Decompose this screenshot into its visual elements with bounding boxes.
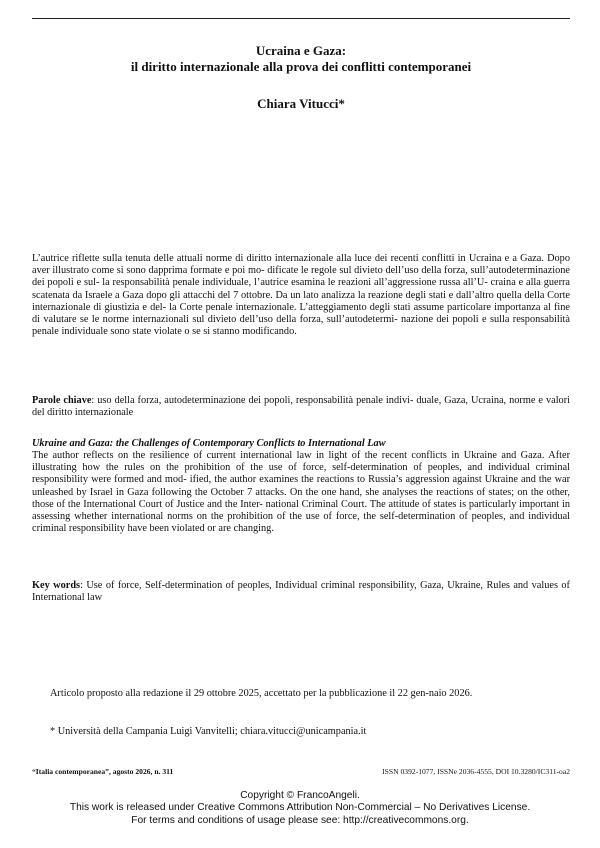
issn-doi: ISSN 0392-1077, ISSNe 2036-4555, DOI 10.3280/IC311-oa2 xyxy=(382,767,570,776)
affiliation-note: * Università della Campania Luigi Vanvitelli; chiara.vitucci@unicampania.it xyxy=(50,726,367,737)
keywords-it-label: Parole chiave xyxy=(32,395,92,406)
journal-citation: “Italia contemporanea”, agosto 2026, n. 311 xyxy=(32,767,174,776)
article-title xyxy=(32,43,570,75)
keywords-en-label: Key words xyxy=(32,580,81,591)
abstract-en-text: The author reflects on the resilience of current international law in light of the recent conflicts in Ukraine and Gaza. After illustrating how the rules on the prohibition of the use of force, self-determination of peoples, and individual criminal responsibility were formed and mod- ified, the author examines the reactions to Russia’s aggression against Ukraine and the war unleashed by Israel in Gaza following the October 7 attacks. On the one hand, she analyses the reactions of states; on the other, those of the International Court of Justice and the Inter- national Criminal Court. The attitude of states is particularly important in assessing whether international norms on the prohibition of the use of force, the self-determination of peoples, and individual criminal responsibility have been violated or are changing. xyxy=(32,450,571,535)
abstract-italian xyxy=(32,253,570,338)
copyright-line-2: This work is released under Creative Commons Attribution Non-Commercial – No Derivatives License. xyxy=(69,802,531,814)
header-rule xyxy=(32,18,570,19)
keywords-english xyxy=(32,580,570,604)
copyright-line-3: For terms and conditions of usage please see: http://creativecommons.org. xyxy=(131,814,469,826)
abstract-english xyxy=(32,450,570,535)
keywords-it-text-1: : uso della forza, autodeterminazione dei popoli, responsabilità penale indivi- xyxy=(91,395,414,406)
keywords-en-text-2: Gaza, Ukraine, Rules and values of International law xyxy=(32,580,570,604)
copyright-notice xyxy=(0,790,600,827)
title-line-1: Ucraina e Gaza: xyxy=(255,43,347,58)
title-line-2: il diritto internazionale alla prova dei conflitti contemporanei xyxy=(130,59,472,74)
keywords-it-text-2: duale, Gaza, Ucraina, norme e valori del diritto internazionale xyxy=(32,395,570,419)
copyright-line-1: Copyright © FrancoAngeli. xyxy=(240,790,360,801)
abstract-it-text: L’autrice riflette sulla tenuta delle attuali norme di diritto internazionale alla luce dei recenti conflitti in Ucraina e a Gaza. Dopo aver illustrato come si sono dapprima formate e poi mo- dificate le regole sul divieto dell’uso della forza, sull’autodeterminazione dei popoli e sul- la responsabilità penale individuale, l’autrice esamina le reazioni all’aggressione russa all’U- craina e alla guerra scatenata da Israele a Gaza dopo gli attacchi del 7 ottobre. Da un lato analizza la reazione degli stati e dall’altro quella della Corte internazionale di giustizia e del- la Corte penale internazionale. L’atteggiamento degli stati assume particolare importanza al fine di valutare se le norme internazionali sul divieto dell’uso della forza, sull’autodetermi- nazione dei popoli e sulla responsabilità penale individuale sono state violate o se si stanno modificando. xyxy=(32,253,571,338)
keywords-en-text-1: : Use of force, Self-determination of peoples, Individual criminal responsibility, xyxy=(80,580,417,591)
keywords-italian xyxy=(32,395,570,419)
submission-note: Articolo proposto alla redazione il 29 ottobre 2025, accettato per la pubblicazione il 22 gen-naio 2026. xyxy=(50,688,473,699)
author-name: Chiara Vitucci* xyxy=(257,96,345,111)
abstract-en-title: Ukraine and Gaza: the Challenges of Contemporary Conflicts to International Law xyxy=(32,438,386,449)
